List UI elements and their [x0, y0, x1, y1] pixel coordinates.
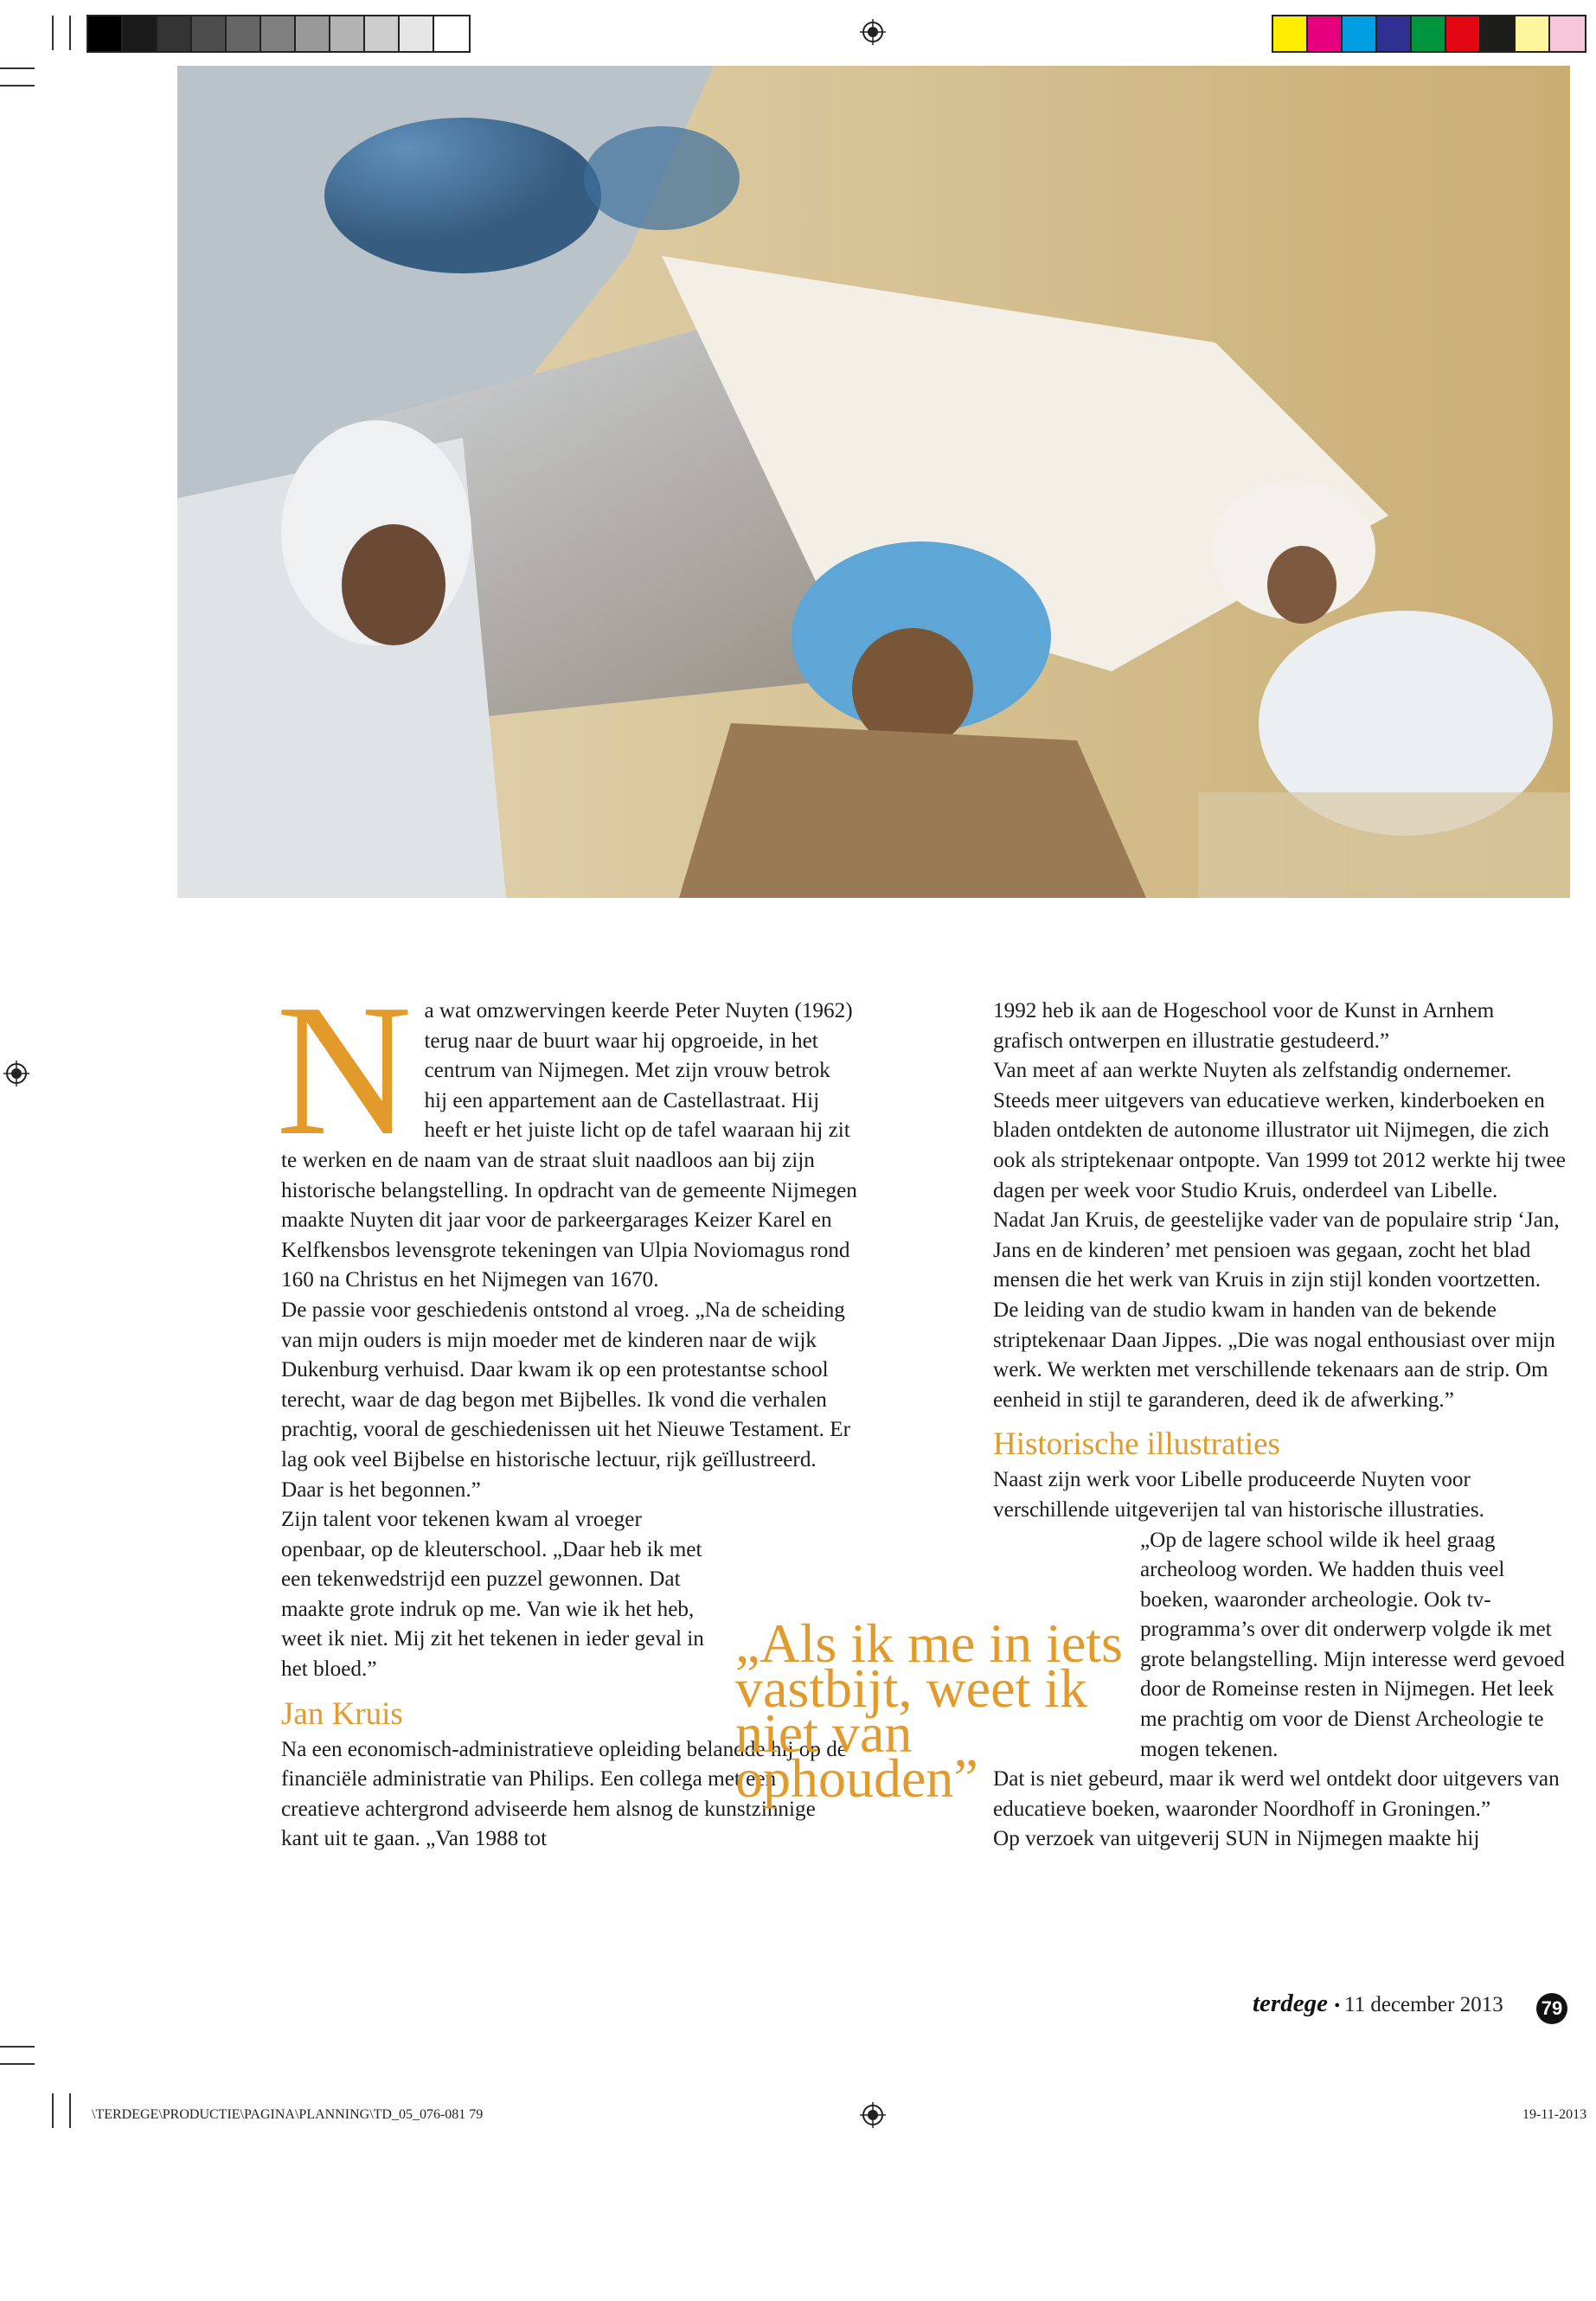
color-swatch — [1412, 16, 1446, 51]
color-swatch — [1481, 16, 1516, 51]
article-paragraph: „Op de lagere school wilde ik heel graag archeoloog worden. We hadden thuis veel boeken, waaronder archeologie. Ook tv-programma’s over dit onderwerp volgde ik met grote belangstelling. Mijn interesse werd gevoed door de Romeinse resten in Nijmegen. Het leek me prachtig om voor de Dienst Archeologie te mogen tekenen. — [1140, 1528, 1566, 1761]
color-swatch — [192, 16, 227, 51]
color-swatch — [400, 16, 434, 51]
crop-mark — [52, 16, 54, 50]
page-number-badge: 79 — [1536, 1993, 1567, 2024]
color-swatch — [1273, 16, 1308, 51]
article-paragraph: Op verzoek van uitgeverij SUN in Nijmegen maakte hij — [993, 1827, 1480, 1851]
color-swatch — [434, 16, 469, 51]
registration-mark-icon — [3, 1061, 29, 1086]
article-paragraph: 1992 heb ik aan de Hogeschool voor de Kunst in Arnhem grafisch ontwerpen en illustratie gestudeerd.” — [993, 999, 1495, 1053]
magazine-logo — [1253, 1990, 1340, 2018]
separator-dot: • — [1334, 1997, 1341, 2016]
registration-mark-icon — [860, 19, 886, 45]
color-swatch — [330, 16, 365, 51]
section-heading: Jan Kruis — [281, 1695, 403, 1732]
drop-cap: N — [276, 966, 413, 1175]
color-swatch — [1516, 16, 1550, 51]
article-paragraph: Van meet af aan werkte Nuyten als zelfstandig ondernemer. Steeds meer uitgevers van educatieve werken, kinderboeken en bladen ontdekten de autonome illustrator uit Nijmegen, die zich ook als striptekenaar ontpopte. Van 1999 tot 2012 werkte hij twee dagen per week voor Studio Kruis, onderdeel van Libelle. — [993, 1059, 1566, 1202]
color-swatch — [227, 16, 261, 51]
crop-mark — [0, 2063, 35, 2065]
crop-mark — [0, 67, 35, 69]
print-date: 19-11-2013 — [1522, 2107, 1587, 2122]
issue-date: 11 december 2013 — [1344, 1993, 1503, 2016]
color-swatch — [261, 16, 296, 51]
color-swatch — [296, 16, 330, 51]
color-swatch — [1550, 16, 1585, 51]
article-paragraph: a wat omzwervingen keerde Peter Nuyten (1962) terug naar de buurt waar hij opgroeide, in het centrum van Nijmegen. Met zijn vrouw betrok hij een appartement aan de Castellastraat. Hij heeft er het juiste licht op de tafel waaraan hij zit te werken en de naam van de straat sluit naadloos aan bij zijn historische belangstelling. In opdracht van de gemeente Nijmegen maakte Nuyten dit jaar voor de parkeergarages Keizer Karel en Kelfkensbos levensgrote tekeningen van Ulpia Noviomagus rond 160 na Christus en het Nijmegen van 1670. — [281, 999, 857, 1292]
brand-name: terdege — [1253, 1990, 1328, 2017]
registration-mark-icon — [860, 2102, 886, 2128]
crop-mark — [0, 85, 35, 87]
color-swatch — [157, 16, 192, 51]
painting-illustration — [177, 66, 1570, 898]
color-swatch — [1446, 16, 1481, 51]
article-paragraph: Zijn talent voor tekenen kwam al vroeger openbaar, op de kleuterschool. „Daar heb ik met een tekenwedstrijd een puzzel gewonnen. Dat maakte grote indruk op me. Van wie ik het heb, weet ik niet. Mij zit het tekenen in ieder geval in het bloed.” — [281, 1508, 704, 1682]
painting-photo — [177, 66, 1570, 898]
article-paragraph: Dat is niet gebeurd, maar ik werd wel ontdekt door uitgevers van educatieve boeken, waaronder Noordhoff in Groningen.” — [993, 1767, 1560, 1821]
color-swatch — [365, 16, 400, 51]
color-calibration-strip — [1272, 15, 1586, 53]
gray-calibration-strip — [87, 15, 471, 53]
color-swatch — [1308, 16, 1343, 51]
pull-quote: „Als ik me in iets vastbijt, weet ik niet van ophouden” — [735, 1612, 1123, 1809]
color-swatch — [123, 16, 157, 51]
crop-mark — [0, 2046, 35, 2048]
color-swatch — [88, 16, 123, 51]
article-paragraph: De passie voor geschiedenis ontstond al vroeg. „Na de scheiding van mijn ouders is mijn moeder met de kinderen naar de wijk Dukenburg verhuisd. Daar kwam ik op een protestantse school terecht, waar de dag begon met Bijbelles. Ik vond die verhalen prachtig, vooral de geschiedenissen uit het Nieuwe Testament. Er lag ook veel Bijbelse en historische lectuur, rijk geïllustreerd. Daar is het begonnen.” — [281, 1298, 851, 1502]
crop-mark — [52, 2093, 54, 2128]
article-paragraph: Nadat Jan Kruis, de geestelijke vader van de populaire strip ‘Jan, Jans en de kinderen’ met pensioen was gegaan, zocht het blad mensen die het werk van Kruis in zijn stijl konden voortzetten. De leiding van de studio kwam in handen van de bekende striptekenaar Daan Jippes. „Die was nogal enthousiast over mijn werk. We werkten met verschillende tekenaars aan de strip. Om eenheid in stijl te garanderen, deed ik de afwerking.” — [993, 1208, 1560, 1412]
crop-mark — [69, 16, 71, 50]
article-paragraph: Naast zijn werk voor Libelle produceerde Nuyten voor verschillende uitgeverijen tal van historische illustraties. — [993, 1468, 1484, 1522]
article-paragraph: Na een economisch-administratieve opleiding belandde hij op de financiële administratie van Philips. Een collega met een creatieve achtergrond adviseerde hem alsnog de kunstzinnige kant uit te gaan. „Van 1988 tot — [281, 1737, 847, 1851]
color-swatch — [1377, 16, 1412, 51]
color-swatch — [1343, 16, 1377, 51]
crop-mark — [69, 2093, 71, 2128]
section-heading: Historische illustraties — [993, 1426, 1280, 1463]
print-slug: \TERDEGE\PRODUCTIE\PAGINA\PLANNING\TD_05_076-081 79 — [92, 2107, 484, 2122]
